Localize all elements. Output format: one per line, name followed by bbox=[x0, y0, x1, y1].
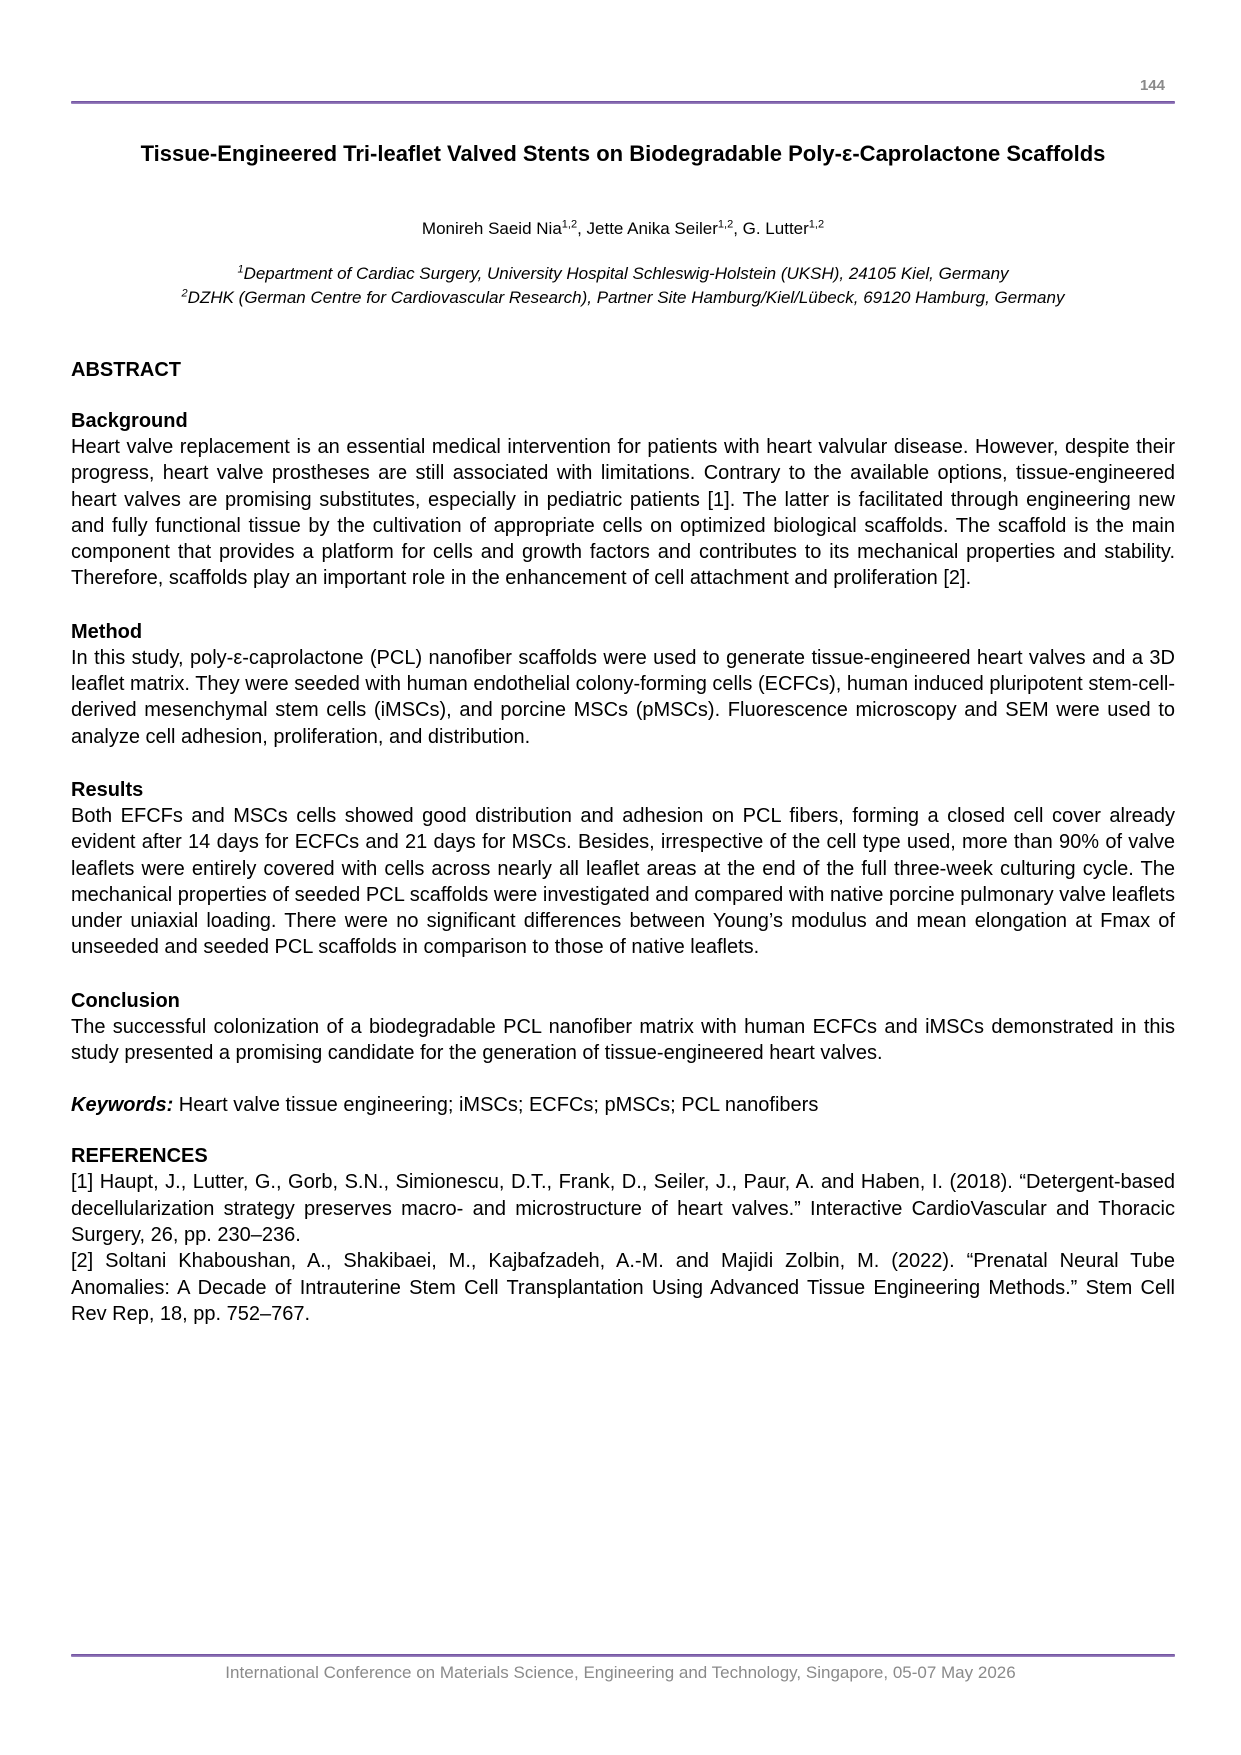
affiliation: $^1$Department of Cardiac Surgery, University Hospital Schleswig-Holstein (UKSH), 24105 Kiel, Germany bbox=[237, 263, 1009, 283]
footer-rule bbox=[71, 1654, 1175, 1657]
affiliations bbox=[71, 262, 1175, 310]
section-heading-conclusion: Conclusion bbox=[71, 989, 180, 1012]
reference-item: [1] Haupt, J., Lutter, G., Gorb, S.N., Simionescu, D.T., Frank, D., Seiler, J., Paur, A. and Haben, I. (2018). “Detergent-based decellularization strategy preserves macro- and microstructure of heart valves.” Interactive CardioVascular and Thoracic Surgery, 26, pp. 230–236. bbox=[71, 1171, 1175, 1246]
footer-text: International Conference on Materials Science, Engineering and Technology, Singapore, 05-07 May 2026 bbox=[225, 1663, 1016, 1682]
section-text-conclusion: The successful colonization of a biodegradable PCL nanofiber matrix with human ECFCs and iMSCs demonstrated in this study presented a promising candidate for the generation of tissue-engineered heart valves. bbox=[71, 1015, 1175, 1065]
section-heading-results: Results bbox=[71, 778, 144, 801]
section-heading-background: Background bbox=[71, 410, 188, 432]
author: Jette Anika Seiler$^{1,2}$, bbox=[586, 218, 743, 238]
header-rule bbox=[71, 101, 1175, 104]
abstract-heading: ABSTRACT bbox=[71, 359, 181, 381]
page-number: 144 bbox=[1139, 77, 1165, 94]
references-heading: REFERENCES bbox=[71, 1145, 208, 1168]
author: Monireh Saeid Nia$^{1,2}$, bbox=[421, 218, 587, 238]
section-text-results: Both EFCFs and MSCs cells showed good distribution and adhesion on PCL fibers, forming a closed cell cover already evident after 14 days for ECFCs and 21 days for MSCs. Besides, irrespective of the cell type used, more than 90% of valve leaflets were entirely covered with cells across nearly all leaflet areas at the end of the full three-week culturing cycle. The mechanical properties of seeded PCL scaffolds were investigated and compared with native porcine pulmonary valve leaflets under uniaxial loading. There were no significant differences between Young’s modulus and mean elongation at Fmax of unseeded and seeded PCL scaffolds in comparison to those of native leaflets. bbox=[71, 804, 1175, 959]
affiliation: $^2$DZHK (German Centre for Cardiovascular Research), Partner Site Hamburg/Kiel/Lübeck, 69120 Hamburg, Germany bbox=[181, 287, 1065, 307]
paper-title: Tissue-Engineered Tri-leaflet Valved Stents on Biodegradable Poly-ε-Caprolactone Scaffolds bbox=[140, 141, 1106, 166]
section-text-method: In this study, poly-ε-caprolactone (PCL) nanofiber scaffolds were used to generate tissue-engineered heart valves and a 3D leaflet matrix. They were seeded with human endothelial colony-forming cells (ECFCs), human induced pluripotent stem-cell-derived mesenchymal stem cells (iMSCs), and porcine MSCs (pMSCs). Fluorescence microscopy and SEM were used to analyze cell adhesion, proliferation, and distribution. bbox=[71, 646, 1175, 748]
keywords-text: Heart valve tissue engineering; iMSCs; ECFCs; pMSCs; PCL nanofibers bbox=[173, 1094, 819, 1117]
paper-body bbox=[71, 140, 1175, 1327]
keywords-label: Keywords: bbox=[71, 1094, 174, 1117]
section-heading-method: Method bbox=[71, 620, 143, 643]
author: G. Lutter$^{1,2}$ bbox=[742, 218, 825, 238]
author-list bbox=[71, 218, 1175, 240]
section-text-background: Heart valve replacement is an essential medical intervention for patients with heart valvular disease. However, despite their progress, heart valve prostheses are still associated with limitations. Contrary to the available options, tissue-engineered heart valves are promising substitutes, especially in pediatric patients [1]. The latter is facilitated through engineering new and fully functional tissue by the cultivation of appropriate cells on optimized biological scaffolds. The scaffold is the main component that provides a platform for cells and growth factors and contributes to its mechanical properties and stability. Therefore, scaffolds play an important role in the enhancement of cell attachment and proliferation [2]. bbox=[71, 436, 1175, 590]
keywords bbox=[71, 1092, 1175, 1118]
reference-item: [2] Soltani Khaboushan, A., Shakibaei, M., Kajbafzadeh, A.-M. and Majidi Zolbin, M. (2022). “Prenatal Neural Tube Anomalies: A Decade of Intrauterine Stem Cell Transplantation Using Advanced Tissue Engineering Methods.” Stem Cell Rev Rep, 18, pp. 752–767. bbox=[71, 1250, 1175, 1325]
